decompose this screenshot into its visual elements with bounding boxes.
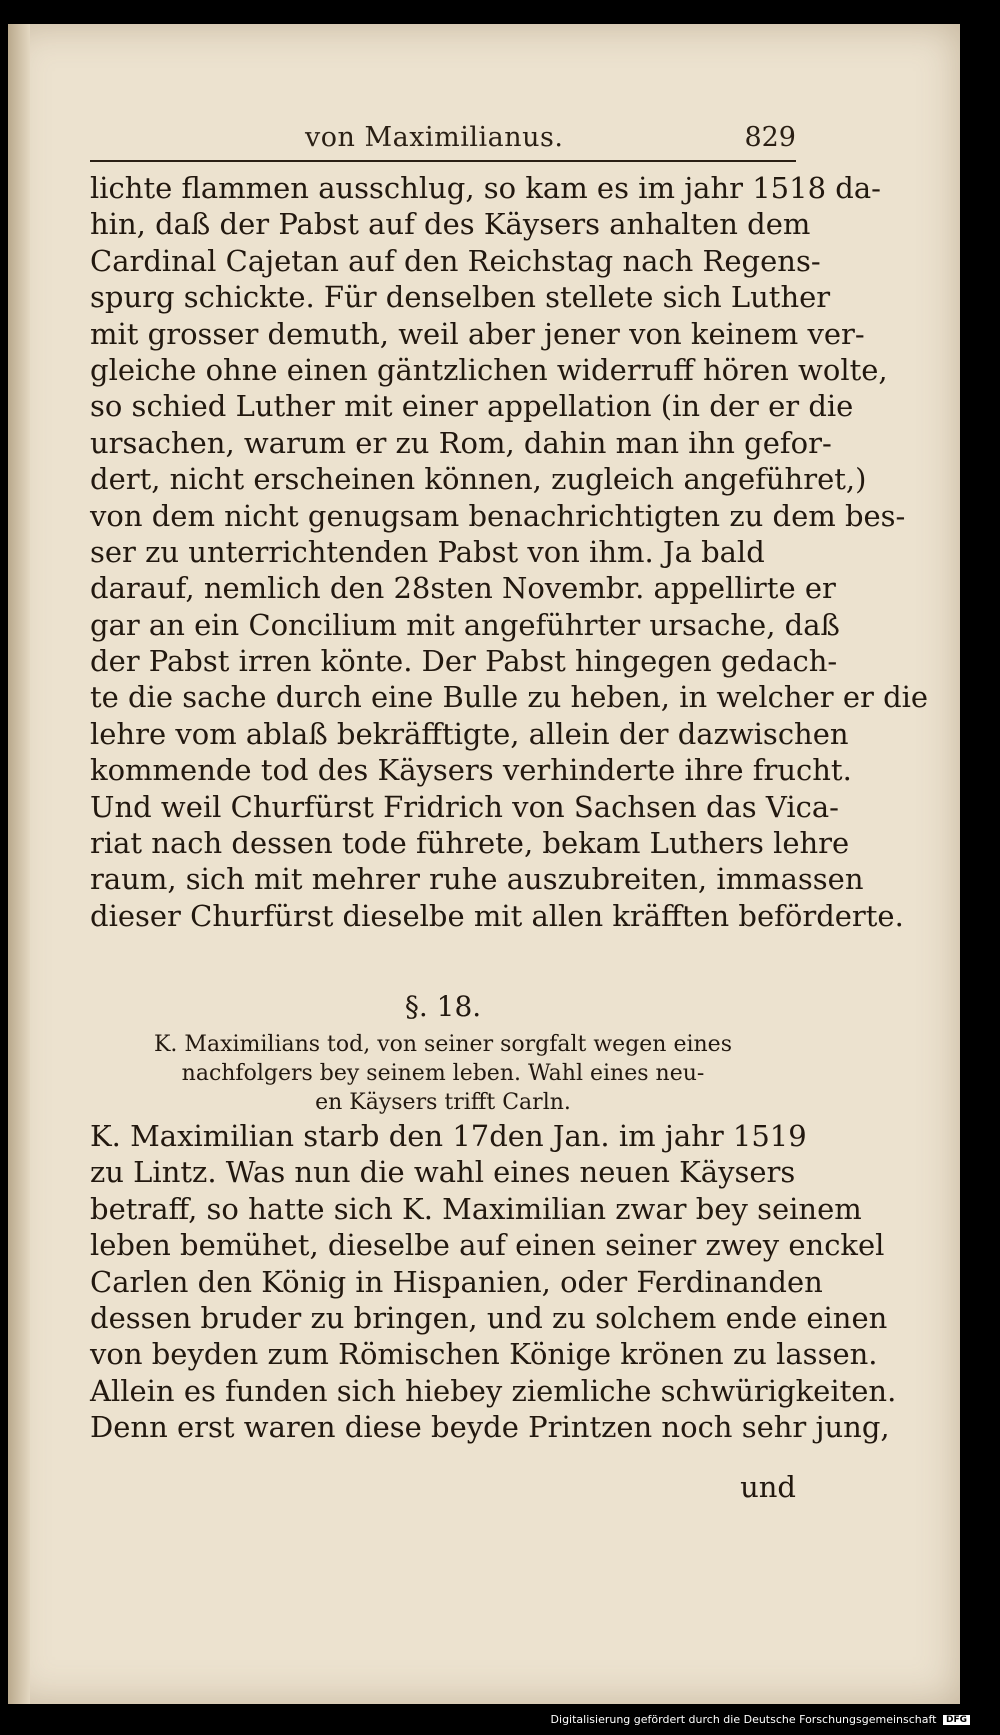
text-line: dessen bruder zu bringen, und zu solchem ende einen: [90, 1300, 888, 1335]
text-line: K. Maximilian starb den 17den Jan. im jahr 1519: [90, 1119, 807, 1153]
body-text-2: [90, 1118, 897, 1446]
text-line: betraff, so hatte sich K. Maximilian zwar bey seinem: [90, 1191, 862, 1226]
page-number: 829: [744, 122, 796, 153]
header-rule: [90, 160, 796, 162]
text-line: lichte flammen ausschlug, so kam es im jahr 1518 da-: [90, 171, 881, 205]
text-line: so schied Luther mit einer appellation (in der er die: [90, 389, 854, 424]
summary-line: en Käysers trifft Carln.: [315, 1090, 571, 1115]
text-line: hin, daß der Pabst auf des Käysers anhalten dem: [90, 207, 811, 242]
text-line: von beyden zum Römischen Könige krönen zu lassen.: [90, 1337, 878, 1372]
text-line: spurg schickte. Für denselben stellete sich Luther: [90, 280, 831, 315]
text-line: lehre vom ablaß bekräfftigte, allein der dazwischen: [90, 716, 849, 751]
running-head: von Maximilianus.: [305, 122, 564, 153]
text-line: Denn erst waren diese beyde Printzen noch sehr jung,: [90, 1410, 890, 1445]
page-header: [90, 118, 796, 158]
text-line: dieser Churfürst dieselbe mit allen kräfften beförderte.: [90, 898, 904, 933]
text-line: te die sache durch eine Bulle zu heben, in welcher er die: [90, 680, 929, 715]
summary-line: nachfolgers bey seinem leben. Wahl eines neu-: [181, 1061, 705, 1086]
text-line: leben bemühet, dieselbe auf einen seiner zwey enckel: [90, 1228, 885, 1263]
text-line: ursachen, warum er zu Rom, dahin man ihn gefor-: [90, 425, 832, 460]
text-line: darauf, nemlich den 28sten Novembr. appellirte er: [90, 571, 836, 606]
text-line: raum, sich mit mehrer ruhe auszubreiten, immassen: [90, 862, 864, 897]
footer-text: Digitalisierung gefördert durch die Deutsche Forschungsgemeinschaft: [550, 1713, 937, 1726]
text-line: der Pabst irren könte. Der Pabst hingegen gedach-: [90, 644, 838, 679]
text-line: zu Lintz. Was nun die wahl eines neuen Käysers: [90, 1155, 796, 1190]
page-gutter: [8, 24, 30, 1704]
section-number: §. 18.: [404, 990, 482, 1023]
text-line: Cardinal Cajetan auf den Reichstag nach Regens-: [90, 243, 821, 278]
digitization-footer: [551, 1713, 970, 1726]
text-line: gleiche ohne einen gäntzlichen widerruff hören wolte,: [90, 352, 888, 387]
text-line: mit grosser demuth, weil aber jener von keinem ver-: [90, 316, 865, 351]
dfg-logo: DFG: [943, 1715, 970, 1725]
text-line: von dem nicht genugsam benachrichtigten zu dem bes-: [90, 498, 906, 533]
text-line: Und weil Churfürst Fridrich von Sachsen das Vica-: [90, 789, 839, 824]
text-line: gar an ein Concilium mit angeführter ursache, daß: [90, 607, 840, 642]
section-summary: [90, 1030, 796, 1117]
text-line: Allein es funden sich hiebey ziemliche schwürigkeiten.: [90, 1373, 897, 1408]
text-line: ser zu unterrichtenden Pabst von ihm. Ja bald: [90, 534, 765, 569]
text-line: dert, nicht erscheinen können, zugleich angeführet,): [90, 462, 867, 497]
text-line: riat nach dessen tode führete, bekam Luthers lehre: [90, 826, 850, 861]
text-line: Carlen den König in Hispanien, oder Ferdinanden: [90, 1264, 823, 1299]
text-line: kommende tod des Käysers verhinderte ihre frucht.: [90, 753, 852, 788]
catchword: und: [740, 1470, 796, 1504]
summary-line: K. Maximilians tod, von seiner sorgfalt wegen eines: [154, 1032, 732, 1057]
body-text-1: [90, 170, 929, 934]
